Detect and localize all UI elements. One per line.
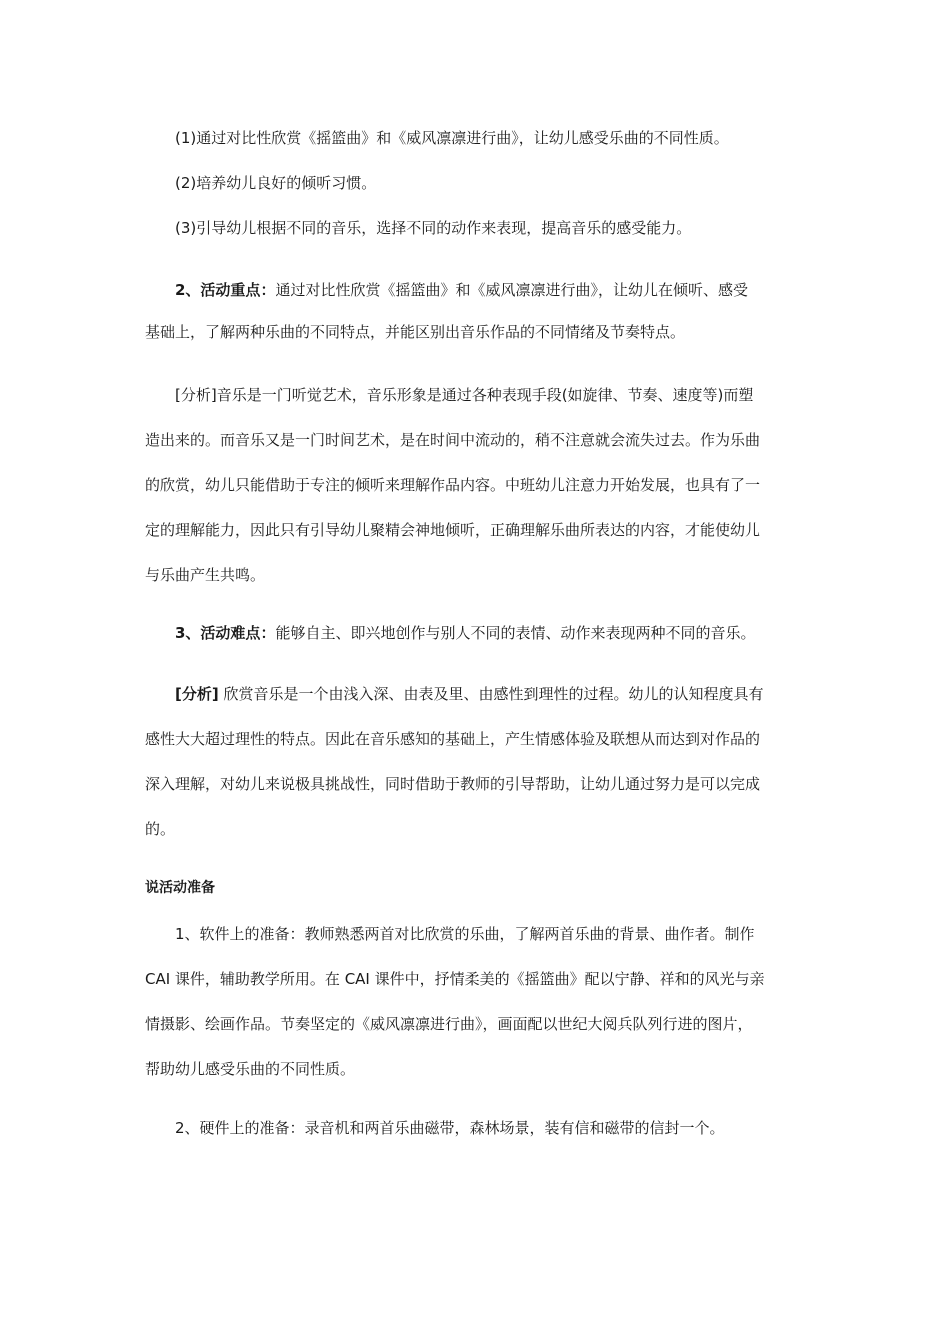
analysis-1-paragraph [145,385,805,585]
analysis-2-line-3: 深入理解，对幼儿来说极具挑战性，同时借助于教师的引导帮助，让幼儿通过努力是可以完成 [145,775,761,793]
analysis-2-line-4: 的。 [145,820,176,838]
prep-software-paragraph [145,924,805,1079]
prep-software-line-1: 1、软件上的准备：教师熟悉两首对比欣赏的乐曲，了解两首乐曲的背景、曲作者。制作 [175,925,755,943]
difficulty-label: 3、活动难点： [175,624,276,642]
key-point-line-2: 基础上，了解两种乐曲的不同特点，并能区别出音乐作品的不同情绪及节奏特点。 [145,323,686,341]
key-point-paragraph [145,280,805,342]
key-point-line-1: 通过对比性欣赏《摇篮曲》和《威风凛凛进行曲》，让幼儿在倾听、感受 [275,281,748,299]
analysis-1-line-1: [分析]音乐是一门听觉艺术，音乐形象是通过各种表现手段(如旋律、节奏、速度等)而塑 [175,386,754,404]
analysis-2-paragraph [145,684,805,839]
prep-software-line-4: 帮助幼儿感受乐曲的不同性质。 [145,1060,356,1078]
goal-3: (3)引导幼儿根据不同的音乐，选择不同的动作来表现，提高音乐的感受能力。 [175,219,692,237]
goal-1: (1)通过对比性欣赏《摇篮曲》和《威风凛凛进行曲》，让幼儿感受乐曲的不同性质。 [175,129,729,147]
analysis-1-line-2: 造出来的。而音乐又是一门时间艺术，是在时间中流动的，稍不注意就会流失过去。作为乐曲 [145,431,761,449]
analysis-2-label: [分析] [175,685,219,703]
key-point-label: 2、活动重点： [175,281,276,299]
analysis-1-line-3: 的欣赏，幼儿只能借助于专注的倾听来理解作品内容。中班幼儿注意力开始发展，也具有了一 [145,476,761,494]
analysis-2-line-1: 欣赏音乐是一个由浅入深、由表及里、由感性到理性的过程。幼儿的认知程度具有 [218,685,764,703]
difficulty-paragraph [145,623,835,643]
goal-2: (2)培养幼儿良好的倾听习惯。 [175,174,377,192]
analysis-1-line-4: 定的理解能力，因此只有引导幼儿聚精会神地倾听，正确理解乐曲所表达的内容，才能使幼儿 [145,521,761,539]
prep-software-line-3: 情摄影、绘画作品。节奏坚定的《威风凛凛进行曲》，画面配以世纪大阅兵队列行进的图片， [145,1015,753,1033]
prep-software-line-2: CAI 课件，辅助教学所用。在 CAI 课件中，抒情柔美的《摇篮曲》配以宁静、祥和的风光与亲 [145,970,765,988]
difficulty-text: 能够自主、即兴地创作与别人不同的表情、动作来表现两种不同的音乐。 [275,624,756,642]
prep-hardware: 2、硬件上的准备：录音机和两首乐曲磁带，森林场景，装有信和磁带的信封一个。 [175,1119,725,1137]
analysis-2-line-2: 感性大大超过理性的特点。因此在音乐感知的基础上，产生情感体验及联想从而达到对作品的 [145,730,761,748]
analysis-1-line-5: 与乐曲产生共鸣。 [145,566,266,584]
section-heading: 说活动准备 [145,880,215,896]
